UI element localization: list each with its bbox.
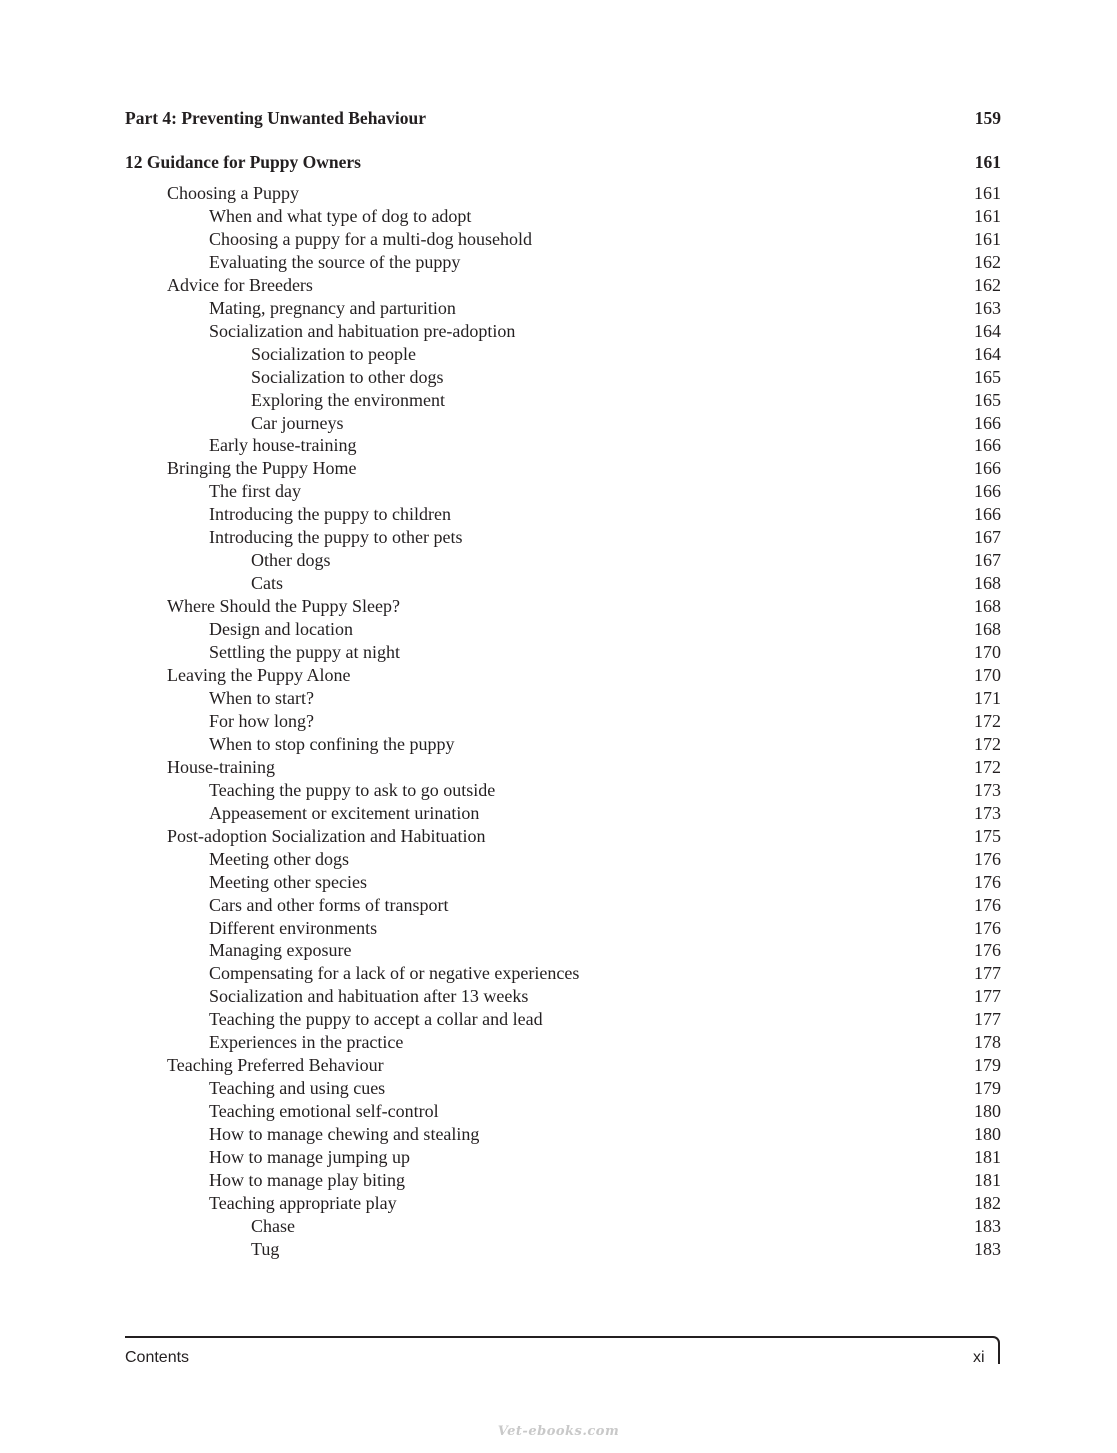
- toc-entry: [0, 619, 1117, 642]
- toc-entry-title: Chase: [251, 1215, 295, 1236]
- toc-entry: [0, 757, 1117, 780]
- toc-entry: [0, 298, 1117, 321]
- toc-entry-page: 166: [974, 412, 1001, 433]
- toc-entry-page: 183: [974, 1238, 1001, 1259]
- toc-entry-page: 172: [974, 710, 1001, 731]
- toc-entry: [0, 1147, 1117, 1170]
- toc-entry-title: Socialization to other dogs: [251, 366, 444, 387]
- toc-entry: [0, 1055, 1117, 1078]
- toc-entry-title: Design and location: [209, 619, 353, 640]
- toc-entry-page: 177: [974, 986, 1001, 1007]
- toc-entry-page: 166: [974, 504, 1001, 525]
- toc-entry-page: 177: [974, 963, 1001, 984]
- toc-entry-page: 176: [974, 917, 1001, 938]
- toc-entry-page: 176: [974, 848, 1001, 869]
- toc-entry: [0, 803, 1117, 826]
- toc-entry-title: How to manage play biting: [209, 1169, 405, 1190]
- watermark-logo: Vet-ebooks.com: [497, 1424, 620, 1439]
- toc-entry: [0, 688, 1117, 711]
- toc-entry-page: 166: [974, 435, 1001, 456]
- toc-entry-title: Socialization to people: [251, 343, 416, 364]
- toc-entry-page: 173: [974, 802, 1001, 823]
- toc-entry-title: Car journeys: [251, 412, 344, 433]
- toc-entry: [0, 1124, 1117, 1147]
- toc-entry: [0, 527, 1117, 550]
- footer-rule: [125, 1336, 993, 1338]
- toc-entry-page: 163: [974, 297, 1001, 318]
- toc-entry: [0, 1101, 1117, 1124]
- toc-entry-list: [0, 183, 1117, 1262]
- toc-entry: [0, 252, 1117, 275]
- toc-entry: [0, 367, 1117, 390]
- toc-entry-page: 170: [974, 642, 1001, 663]
- toc-entry-title: Compensating for a lack of or negative experiences: [209, 963, 580, 984]
- toc-entry-page: 164: [974, 320, 1001, 341]
- toc-entry-title: How to manage chewing and stealing: [209, 1124, 480, 1145]
- toc-entry-title: Introducing the puppy to other pets: [209, 527, 463, 548]
- toc-entry: [0, 940, 1117, 963]
- chapter-page-number: 161: [974, 152, 1001, 172]
- toc-entry-title: Advice for Breeders: [167, 274, 313, 295]
- toc-entry: [0, 413, 1117, 436]
- part-title: Part 4: Preventing Unwanted Behaviour: [125, 108, 427, 128]
- toc-entry-title: Choosing a Puppy: [167, 183, 300, 203]
- toc-entry-page: 162: [974, 251, 1001, 272]
- toc-entry: [0, 826, 1117, 849]
- toc-entry-page: 161: [974, 228, 1001, 249]
- toc-entry-title: Socialization and habituation pre-adoption: [209, 320, 516, 341]
- toc-entry-title: Tug: [251, 1238, 280, 1259]
- toc-entry: [0, 275, 1117, 298]
- toc-entry: [0, 206, 1117, 229]
- toc-entry: [0, 183, 1117, 206]
- toc-entry-title: Cars and other forms of transport: [209, 894, 449, 915]
- toc-entry: [0, 849, 1117, 872]
- toc-entry: [0, 665, 1117, 688]
- toc-entry-page: 161: [974, 183, 1001, 203]
- toc-entry: [0, 1009, 1117, 1032]
- toc-entry-title: Different environments: [209, 917, 378, 938]
- toc-entry-title: Socialization and habituation after 13 weeks: [209, 986, 529, 1007]
- toc-entry-title: Exploring the environment: [251, 389, 445, 410]
- toc-entry-page: 176: [974, 871, 1001, 892]
- toc-entry: [0, 504, 1117, 527]
- toc-entry: [0, 1216, 1117, 1239]
- chapter-heading: [125, 152, 1001, 173]
- toc-entry-title: Meeting other dogs: [209, 848, 349, 869]
- toc-entry-title: When and what type of dog to adopt: [209, 205, 472, 226]
- toc-entry-page: 173: [974, 779, 1001, 800]
- footer-page-number: xi: [973, 1349, 985, 1366]
- toc-entry-title: Managing exposure: [209, 940, 352, 961]
- toc-entry-title: Other dogs: [251, 550, 331, 571]
- toc-entry-page: 167: [974, 527, 1001, 548]
- toc-entry-title: How to manage jumping up: [209, 1147, 410, 1168]
- toc-entry: [0, 1032, 1117, 1055]
- toc-entry-title: Mating, pregnancy and parturition: [209, 297, 456, 318]
- toc-entry: [0, 1193, 1117, 1216]
- toc-entry-page: 177: [974, 1009, 1001, 1030]
- toc-entry-title: Settling the puppy at night: [209, 642, 400, 663]
- toc-entry: [0, 229, 1117, 252]
- toc-entry-title: Early house-training: [209, 435, 357, 456]
- toc-entry-title: Choosing a puppy for a multi-dog household: [209, 228, 532, 249]
- toc-entry: [0, 435, 1117, 458]
- toc-entry-page: 180: [974, 1101, 1001, 1122]
- toc-entry-title: Evaluating the source of the puppy: [209, 251, 461, 272]
- toc-entry-page: 175: [974, 825, 1001, 846]
- toc-entry-page: 180: [974, 1124, 1001, 1145]
- toc-entry-title: When to stop confining the puppy: [209, 733, 455, 754]
- toc-entry-title: Leaving the Puppy Alone: [167, 665, 351, 686]
- part-page-number: 159: [974, 108, 1001, 128]
- toc-entry-title: The first day: [209, 481, 301, 502]
- footer-corner-mark: [991, 1336, 1000, 1364]
- toc-entry-page: 172: [974, 756, 1001, 777]
- toc-entry-title: When to start?: [209, 687, 314, 708]
- toc-entry-title: Introducing the puppy to children: [209, 504, 451, 525]
- toc-entry: [0, 1170, 1117, 1193]
- toc-entry: [0, 918, 1117, 941]
- toc-entry-page: 168: [974, 619, 1001, 640]
- toc-entry-title: For how long?: [209, 710, 314, 731]
- toc-entry: [0, 642, 1117, 665]
- toc-entry: [0, 734, 1117, 757]
- toc-entry-page: 161: [974, 205, 1001, 226]
- toc-entry: [0, 481, 1117, 504]
- toc-entry-page: 167: [974, 550, 1001, 571]
- toc-entry: [0, 963, 1117, 986]
- toc-entry-page: 176: [974, 940, 1001, 961]
- toc-entry: [0, 458, 1117, 481]
- toc-entry: [0, 711, 1117, 734]
- toc-entry-title: Appeasement or excitement urination: [209, 802, 480, 823]
- toc-entry-title: Teaching appropriate play: [209, 1192, 397, 1213]
- toc-entry-title: Teaching and using cues: [209, 1078, 386, 1099]
- toc-entry: [0, 986, 1117, 1009]
- toc-entry-page: 176: [974, 894, 1001, 915]
- toc-entry-page: 165: [974, 366, 1001, 387]
- toc-entry-title: Teaching the puppy to ask to go outside: [209, 779, 496, 800]
- toc-entry-page: 178: [974, 1032, 1001, 1053]
- toc-entry-page: 181: [974, 1169, 1001, 1190]
- toc-entry-page: 179: [974, 1078, 1001, 1099]
- toc-entry-page: 166: [974, 481, 1001, 502]
- footer-label: Contents: [125, 1349, 190, 1366]
- toc-entry-page: 172: [974, 733, 1001, 754]
- toc-entry-page: 171: [974, 687, 1001, 708]
- toc-entry-page: 181: [974, 1147, 1001, 1168]
- toc-entry-page: 168: [974, 596, 1001, 617]
- toc-entry: [0, 1078, 1117, 1101]
- toc-entry: [0, 550, 1117, 573]
- toc-entry-title: Cats: [251, 573, 284, 594]
- toc-entry-title: Meeting other species: [209, 871, 367, 892]
- toc-entry: [0, 780, 1117, 803]
- toc-entry: [0, 895, 1117, 918]
- toc-entry-title: Bringing the Puppy Home: [167, 458, 357, 479]
- toc-entry: [0, 1239, 1117, 1262]
- toc-entry: [0, 344, 1117, 367]
- toc-entry-page: 179: [974, 1055, 1001, 1076]
- toc-entry-title: Teaching emotional self-control: [209, 1101, 439, 1122]
- toc-entry-page: 183: [974, 1215, 1001, 1236]
- chapter-title: 12 Guidance for Puppy Owners: [125, 152, 361, 172]
- toc-entry-title: Teaching the puppy to accept a collar and lead: [209, 1009, 543, 1030]
- toc-entry-page: 162: [974, 274, 1001, 295]
- toc-entry-title: Teaching Preferred Behaviour: [167, 1055, 384, 1076]
- toc-entry: [0, 321, 1117, 344]
- toc-entry-page: 166: [974, 458, 1001, 479]
- part-heading: [125, 108, 1001, 129]
- toc-entry-title: Where Should the Puppy Sleep?: [167, 596, 400, 617]
- toc-entry-page: 182: [974, 1192, 1001, 1213]
- toc-entry: [0, 872, 1117, 895]
- toc-entry-title: Experiences in the practice: [209, 1032, 404, 1053]
- toc-entry-page: 170: [974, 665, 1001, 686]
- toc-entry-page: 165: [974, 389, 1001, 410]
- toc-entry-page: 168: [974, 573, 1001, 594]
- toc-entry-page: 164: [974, 343, 1001, 364]
- toc-entry: [0, 573, 1117, 596]
- toc-entry: [0, 596, 1117, 619]
- toc-entry: [0, 390, 1117, 413]
- toc-entry-title: Post-adoption Socialization and Habituation: [167, 825, 486, 846]
- toc-entry-title: House-training: [167, 756, 275, 777]
